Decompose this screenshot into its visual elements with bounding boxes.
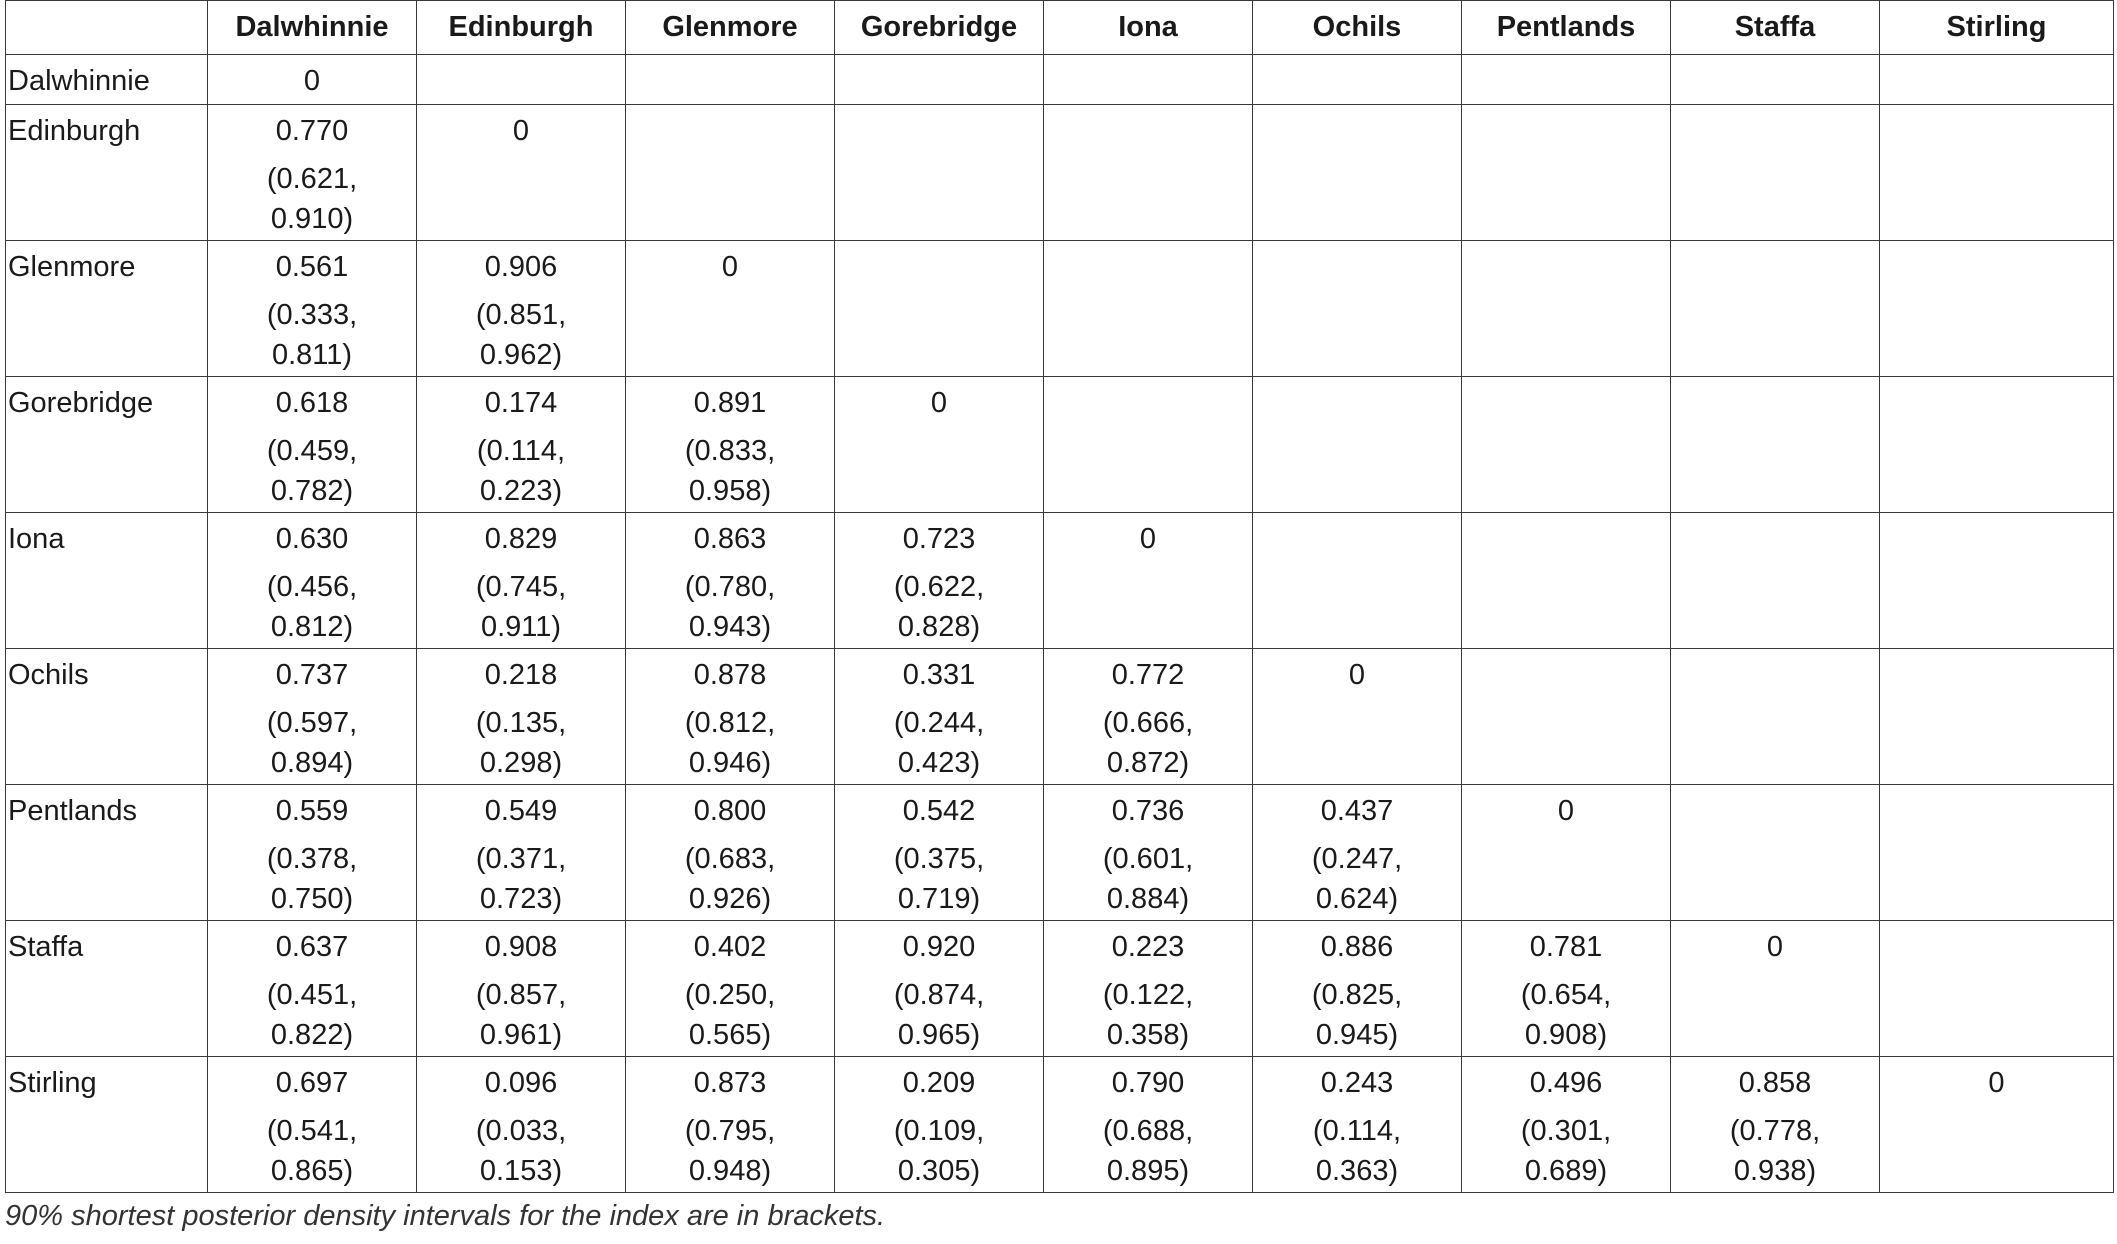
interval-upper: 0.750) (270, 883, 354, 915)
matrix-cell (1671, 785, 1880, 921)
interval-value (425, 295, 617, 375)
interval-lower: (0.601, (1102, 843, 1194, 875)
interval-upper: 0.719) (897, 883, 981, 915)
index-value: 0 (930, 387, 948, 419)
interval-lower: (0.114, (1312, 1115, 1402, 1147)
matrix-cell (417, 55, 626, 105)
matrix-cell (1671, 649, 1880, 785)
index-value: 0 (1139, 523, 1157, 555)
interval-lower: (0.135, (475, 707, 567, 739)
interval-lower: (0.812, (684, 707, 776, 739)
interval-lower: (0.833, (684, 435, 776, 467)
table-row (6, 55, 2114, 105)
matrix-cell (1253, 241, 1462, 377)
matrix-cell (208, 649, 417, 785)
interval-lower: (0.654, (1520, 979, 1612, 1011)
interval-lower: (0.451, (266, 979, 358, 1011)
interval-upper: 0.811) (271, 339, 353, 371)
column-header-dalwhinnie: Dalwhinnie (208, 1, 417, 55)
table-row (6, 513, 2114, 649)
interval-upper: 0.363) (1315, 1155, 1399, 1187)
index-value: 0.790 (1111, 1067, 1185, 1099)
column-header-gorebridge: Gorebridge (835, 1, 1044, 55)
header-row (6, 1, 2114, 55)
interval-lower: (0.857, (475, 979, 567, 1011)
interval-upper: 0.945) (1315, 1019, 1399, 1051)
table-row (6, 921, 2114, 1057)
matrix-cell (1253, 377, 1462, 513)
index-value: 0.618 (275, 387, 349, 419)
interval-value (425, 567, 617, 647)
index-value: 0.829 (484, 523, 558, 555)
matrix-cell (1044, 513, 1253, 649)
matrix-cell (417, 377, 626, 513)
index-value: 0.873 (693, 1067, 767, 1099)
interval-value (425, 431, 617, 511)
interval-value (1261, 1111, 1453, 1191)
matrix-cell (1880, 649, 2114, 785)
matrix-table-container (5, 0, 2114, 1193)
matrix-cell (1253, 105, 1462, 241)
interval-upper: 0.962) (479, 339, 563, 371)
interval-upper: 0.358) (1106, 1019, 1190, 1051)
matrix-cell (626, 513, 835, 649)
matrix-cell (1880, 55, 2114, 105)
interval-upper: 0.689) (1524, 1155, 1608, 1187)
interval-upper: 0.908) (1524, 1019, 1608, 1051)
index-value: 0.096 (484, 1067, 558, 1099)
matrix-cell (835, 55, 1044, 105)
matrix-cell (1671, 1057, 1880, 1193)
matrix-cell (1671, 921, 1880, 1057)
matrix-cell (1671, 377, 1880, 513)
matrix-cell (1462, 513, 1671, 649)
interval-lower: (0.109, (893, 1115, 985, 1147)
matrix-cell (1253, 785, 1462, 921)
interval-upper: 0.865) (270, 1155, 354, 1187)
column-header-iona: Iona (1044, 1, 1253, 55)
table-row (6, 377, 2114, 513)
column-header-pentlands: Pentlands (1462, 1, 1671, 55)
interval-lower: (0.033, (475, 1115, 567, 1147)
matrix-cell (1462, 377, 1671, 513)
matrix-cell (417, 241, 626, 377)
interval-upper: 0.948) (688, 1155, 772, 1187)
index-value: 0.891 (693, 387, 767, 419)
interval-upper: 0.872) (1106, 747, 1190, 779)
distance-matrix-table (5, 0, 2114, 1193)
row-label: Dalwhinnie (6, 55, 208, 105)
interval-upper: 0.910) (270, 203, 354, 235)
index-value: 0.736 (1111, 795, 1185, 827)
matrix-cell (1880, 921, 2114, 1057)
matrix-cell (208, 105, 417, 241)
interval-value (425, 703, 617, 783)
interval-lower: (0.378, (266, 843, 358, 875)
matrix-cell (835, 377, 1044, 513)
index-value: 0.559 (275, 795, 349, 827)
interval-upper: 0.565) (688, 1019, 772, 1051)
matrix-cell (626, 921, 835, 1057)
matrix-cell (1462, 55, 1671, 105)
table-row (6, 105, 2114, 241)
row-label: Pentlands (6, 785, 208, 921)
matrix-cell (1462, 1057, 1671, 1193)
matrix-cell (208, 921, 417, 1057)
matrix-cell (1462, 649, 1671, 785)
index-value: 0.781 (1529, 931, 1603, 963)
interval-lower: (0.621, (266, 163, 358, 195)
table-row (6, 785, 2114, 921)
matrix-cell (626, 241, 835, 377)
matrix-cell (1044, 1057, 1253, 1193)
column-header-stirling: Stirling (1880, 1, 2114, 55)
interval-lower: (0.244, (893, 707, 985, 739)
interval-upper: 0.895) (1106, 1155, 1190, 1187)
row-label: Gorebridge (6, 377, 208, 513)
table-row (6, 649, 2114, 785)
interval-lower: (0.795, (684, 1115, 776, 1147)
index-value: 0.402 (693, 931, 767, 963)
interval-upper: 0.943) (688, 611, 772, 643)
matrix-cell (1044, 377, 1253, 513)
interval-lower: (0.247, (1311, 843, 1403, 875)
index-value: 0 (512, 115, 530, 147)
matrix-cell (208, 241, 417, 377)
matrix-cell (1880, 105, 2114, 241)
interval-lower: (0.597, (266, 707, 358, 739)
interval-value (634, 567, 826, 647)
interval-value (216, 159, 408, 239)
interval-value (634, 431, 826, 511)
interval-upper: 0.894) (270, 747, 354, 779)
index-value: 0 (1988, 1067, 2005, 1099)
index-value: 0.243 (1320, 1067, 1394, 1099)
matrix-cell (208, 1057, 417, 1193)
index-value: 0 (1557, 795, 1575, 827)
interval-lower: (0.825, (1311, 979, 1403, 1011)
interval-lower: (0.874, (893, 979, 985, 1011)
index-value: 0.549 (484, 795, 558, 827)
interval-value (216, 703, 408, 783)
index-value: 0.637 (275, 931, 349, 963)
index-value: 0.630 (275, 523, 349, 555)
interval-value (1052, 703, 1244, 783)
matrix-cell (1671, 105, 1880, 241)
matrix-cell (1253, 513, 1462, 649)
matrix-cell (1253, 921, 1462, 1057)
index-value: 0.906 (484, 251, 558, 283)
interval-value (1261, 975, 1453, 1055)
interval-value (634, 703, 826, 783)
matrix-cell (1044, 921, 1253, 1057)
interval-upper: 0.884) (1106, 883, 1190, 915)
interval-lower: (0.688, (1102, 1115, 1194, 1147)
interval-value (1052, 1111, 1244, 1191)
matrix-cell (626, 105, 835, 241)
column-header-edinburgh: Edinburgh (417, 1, 626, 55)
interval-value (425, 975, 617, 1055)
matrix-cell (1253, 1057, 1462, 1193)
matrix-cell (417, 105, 626, 241)
interval-lower: (0.114, (476, 435, 566, 467)
row-label: Ochils (6, 649, 208, 785)
interval-value (634, 975, 826, 1055)
interval-value (216, 567, 408, 647)
matrix-cell (208, 55, 417, 105)
matrix-cell (417, 513, 626, 649)
interval-lower: (0.780, (684, 571, 776, 603)
index-value: 0.863 (693, 523, 767, 555)
interval-upper: 0.782) (270, 475, 354, 507)
interval-value (216, 839, 408, 919)
matrix-cell (1044, 649, 1253, 785)
table-row (6, 1057, 2114, 1193)
matrix-cell (1044, 105, 1253, 241)
interval-value (1052, 975, 1244, 1055)
interval-upper: 0.423) (897, 747, 981, 779)
row-label: Stirling (6, 1057, 208, 1193)
matrix-cell (1253, 649, 1462, 785)
matrix-cell (1671, 55, 1880, 105)
interval-value (1052, 839, 1244, 919)
interval-upper: 0.153) (479, 1155, 563, 1187)
matrix-cell (1044, 241, 1253, 377)
interval-lower: (0.622, (893, 571, 985, 603)
index-value: 0 (1348, 659, 1366, 691)
index-value: 0.858 (1738, 1067, 1812, 1099)
interval-value (1261, 839, 1453, 919)
column-header-glenmore: Glenmore (626, 1, 835, 55)
matrix-cell (1671, 513, 1880, 649)
matrix-cell (1462, 105, 1671, 241)
matrix-cell (835, 921, 1044, 1057)
matrix-cell (1880, 513, 2114, 649)
index-value: 0.772 (1111, 659, 1185, 691)
interval-value (216, 295, 408, 375)
matrix-cell (208, 377, 417, 513)
matrix-cell (1253, 55, 1462, 105)
interval-upper: 0.723) (479, 883, 563, 915)
corner-cell (6, 1, 208, 55)
interval-upper: 0.958) (688, 475, 772, 507)
index-value: 0 (1766, 931, 1784, 963)
table-body (6, 55, 2114, 1193)
matrix-cell (1044, 785, 1253, 921)
interval-lower: (0.459, (266, 435, 358, 467)
interval-lower: (0.666, (1102, 707, 1194, 739)
index-value: 0.737 (275, 659, 349, 691)
index-value: 0.908 (484, 931, 558, 963)
column-header-ochils: Ochils (1253, 1, 1462, 55)
interval-lower: (0.122, (1102, 979, 1194, 1011)
index-value: 0 (303, 65, 321, 97)
matrix-cell (835, 241, 1044, 377)
index-value: 0.800 (693, 795, 767, 827)
matrix-cell (626, 785, 835, 921)
row-label: Iona (6, 513, 208, 649)
interval-lower: (0.250, (684, 979, 776, 1011)
interval-value (843, 567, 1035, 647)
interval-value (843, 975, 1035, 1055)
interval-upper: 0.822) (270, 1019, 354, 1051)
interval-lower: (0.851, (475, 299, 567, 331)
matrix-cell (835, 785, 1044, 921)
interval-value (1470, 1111, 1662, 1191)
index-value: 0.223 (1111, 931, 1185, 963)
interval-upper: 0.926) (688, 883, 772, 915)
index-value: 0.561 (275, 251, 349, 283)
footnote: 90% shortest posterior density intervals for the index are in brackets. (5, 1200, 886, 1232)
row-label: Edinburgh (6, 105, 208, 241)
matrix-cell (1462, 921, 1671, 1057)
interval-upper: 0.298) (479, 747, 563, 779)
interval-value (216, 431, 408, 511)
index-value: 0.437 (1320, 795, 1394, 827)
matrix-cell (1880, 377, 2114, 513)
matrix-cell (1462, 241, 1671, 377)
matrix-cell (835, 649, 1044, 785)
index-value: 0.723 (902, 523, 976, 555)
interval-lower: (0.683, (684, 843, 776, 875)
interval-upper: 0.946) (688, 747, 772, 779)
row-label: Glenmore (6, 241, 208, 377)
matrix-cell (1462, 785, 1671, 921)
index-value: 0.920 (902, 931, 976, 963)
index-value: 0.496 (1529, 1067, 1603, 1099)
interval-lower: (0.301, (1520, 1115, 1612, 1147)
matrix-cell (417, 1057, 626, 1193)
matrix-cell (1880, 241, 2114, 377)
interval-lower: (0.375, (893, 843, 985, 875)
interval-value (843, 839, 1035, 919)
matrix-cell (835, 105, 1044, 241)
interval-lower: (0.745, (475, 571, 567, 603)
index-value: 0.878 (693, 659, 767, 691)
index-value: 0 (721, 251, 739, 283)
matrix-cell (626, 649, 835, 785)
index-value: 0.209 (902, 1067, 976, 1099)
matrix-cell (208, 513, 417, 649)
interval-lower: (0.333, (266, 299, 358, 331)
interval-value (634, 839, 826, 919)
interval-value (1679, 1111, 1871, 1191)
interval-value (634, 1111, 826, 1191)
interval-upper: 0.812) (270, 611, 354, 643)
matrix-cell (417, 649, 626, 785)
matrix-cell (626, 377, 835, 513)
index-value: 0.770 (275, 115, 349, 147)
matrix-cell (1044, 55, 1253, 105)
matrix-cell (835, 513, 1044, 649)
interval-lower: (0.778, (1729, 1115, 1821, 1147)
matrix-cell (835, 1057, 1044, 1193)
interval-value (1470, 975, 1662, 1055)
interval-upper: 0.961) (479, 1019, 563, 1051)
index-value: 0.218 (484, 659, 558, 691)
interval-lower: (0.541, (266, 1115, 358, 1147)
matrix-cell (626, 1057, 835, 1193)
interval-value (216, 1111, 408, 1191)
matrix-cell (417, 785, 626, 921)
interval-lower: (0.371, (475, 843, 567, 875)
interval-value (843, 1111, 1035, 1191)
interval-upper: 0.938) (1733, 1155, 1817, 1187)
row-label: Staffa (6, 921, 208, 1057)
index-value: 0.331 (902, 659, 976, 691)
interval-lower: (0.456, (266, 571, 358, 603)
matrix-cell (208, 785, 417, 921)
index-value: 0.542 (902, 795, 976, 827)
matrix-cell (1880, 1057, 2114, 1193)
column-header-staffa: Staffa (1671, 1, 1880, 55)
index-value: 0.174 (484, 387, 558, 419)
interval-value (216, 975, 408, 1055)
interval-upper: 0.965) (897, 1019, 981, 1051)
interval-upper: 0.624) (1315, 883, 1399, 915)
interval-value (425, 1111, 617, 1191)
matrix-cell (417, 921, 626, 1057)
interval-upper: 0.911) (480, 611, 562, 643)
interval-value (425, 839, 617, 919)
interval-upper: 0.223) (479, 475, 563, 507)
interval-upper: 0.828) (897, 611, 981, 643)
matrix-cell (626, 55, 835, 105)
matrix-cell (1880, 785, 2114, 921)
index-value: 0.886 (1320, 931, 1394, 963)
table-row (6, 241, 2114, 377)
interval-value (843, 703, 1035, 783)
interval-upper: 0.305) (897, 1155, 981, 1187)
index-value: 0.697 (275, 1067, 349, 1099)
matrix-cell (1671, 241, 1880, 377)
